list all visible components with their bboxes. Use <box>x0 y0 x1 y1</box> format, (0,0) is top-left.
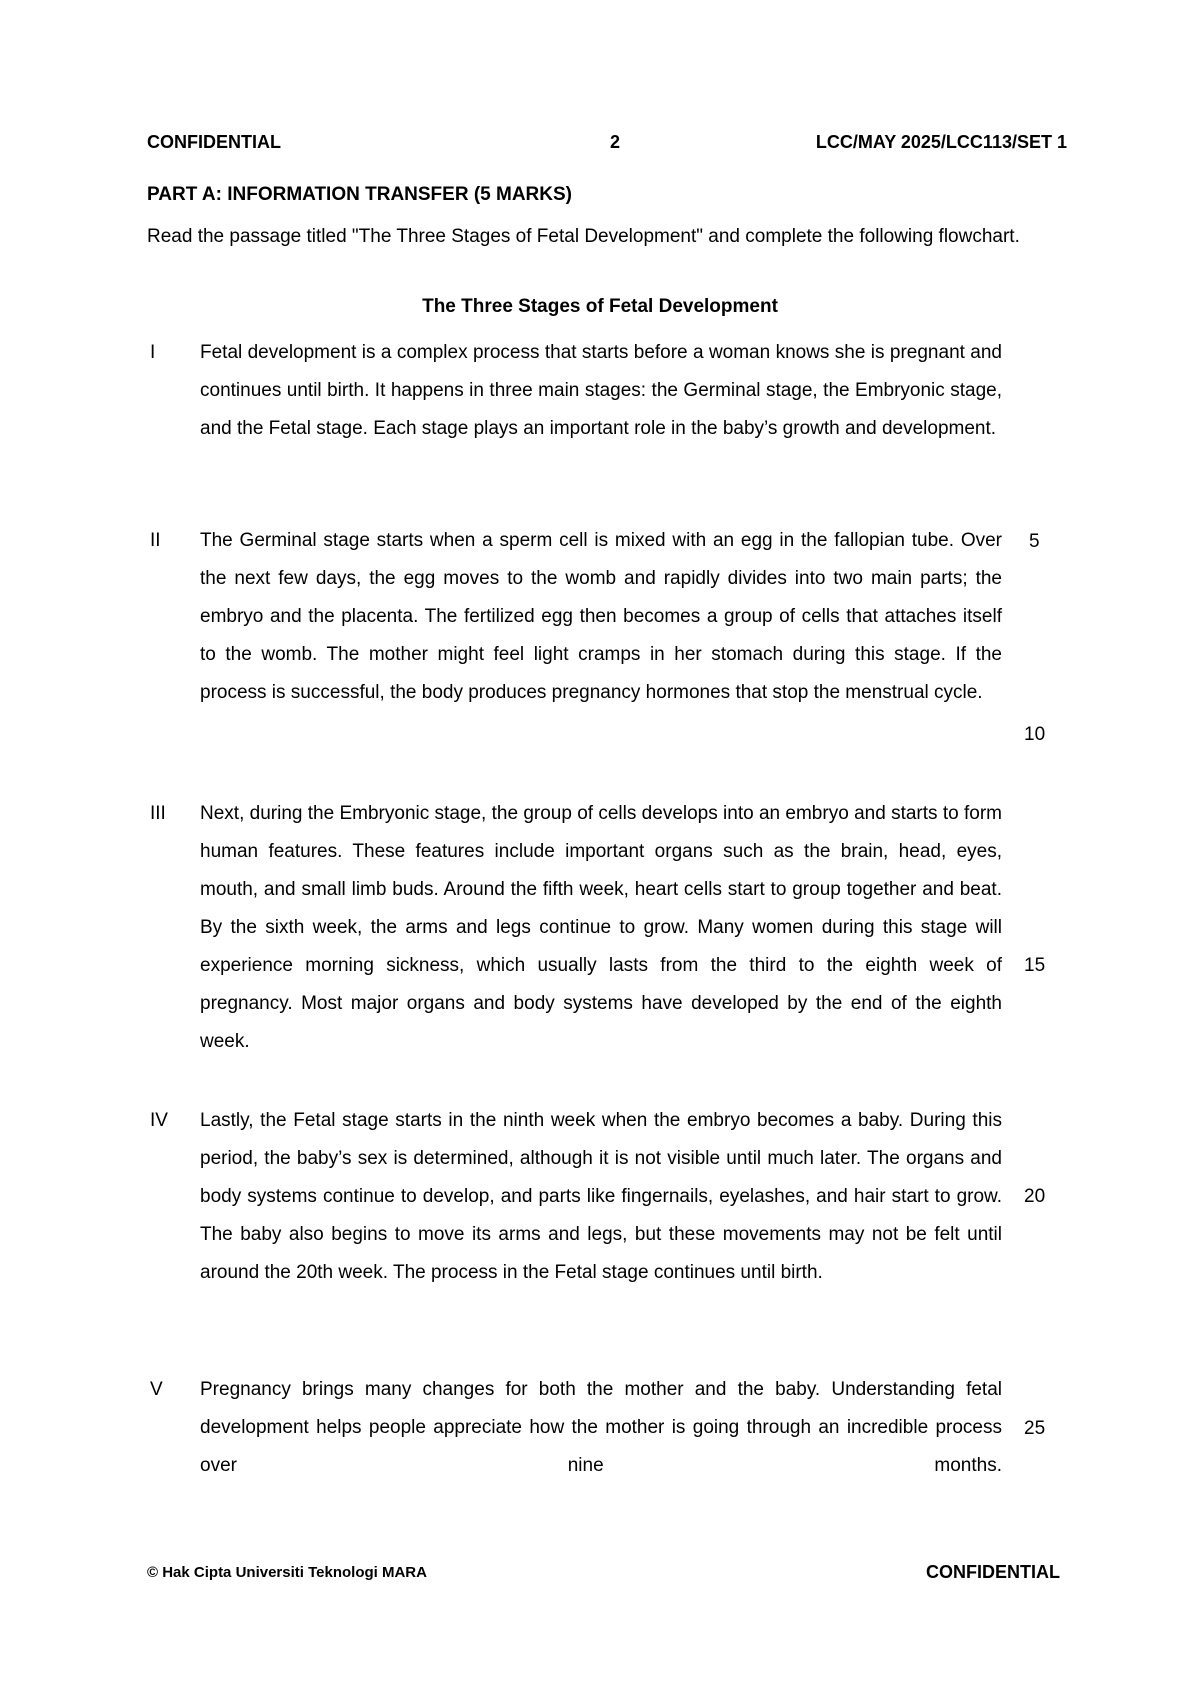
paragraph-text: The Germinal stage starts when a sperm cell is mixed with an egg in the fallopian tube. Over the next few days, the egg moves to the womb and rapidly divides into two main parts; the embryo and the placenta. The fertilized egg then becomes a group of cells that attaches itself to the womb. The mother might feel light cramps in her stomach during this stage. If the process is successful, the body produces pregnancy hormones that stop the menstrual cycle. <box>200 530 1002 703</box>
header-page-number: 2 <box>610 132 621 152</box>
paragraph-text: Lastly, the Fetal stage starts in the ninth week when the embryo becomes a baby. During this period, the baby’s sex is determined, although it is not visible until much later. The organs and body systems continue to develop, and parts like fingernails, eyelashes, and hair start to grow. The baby also begins to move its arms and legs, but these movements may not be felt until around the 20th week. The process in the Fetal stage continues until birth. <box>200 1110 1002 1283</box>
passage-title: The Three Stages of Fetal Development <box>422 296 778 317</box>
line-number: 25 <box>1024 1418 1046 1439</box>
paragraph-number: V <box>150 1379 163 1400</box>
header-exam-code: LCC/MAY 2025/LCC113/SET 1 <box>815 132 1067 152</box>
line-number: 20 <box>1024 1186 1046 1207</box>
line-number: 10 <box>1024 724 1046 745</box>
footer-copyright: © Hak Cipta Universiti Teknologi MARA <box>147 1564 427 1581</box>
paragraph-text: Fetal development is a complex process that starts before a woman knows she is pregnant and continues until birth. It happens in three main stages: the Germinal stage, the Embryonic stage, and the Fetal stage. Each stage plays an important role in the baby’s growth and development. <box>200 342 1002 439</box>
part-title: PART A: INFORMATION TRANSFER (5 MARKS) <box>147 184 573 205</box>
paragraph-number: III <box>150 803 166 824</box>
paragraph-text: Pregnancy brings many changes for both the mother and the baby. Understanding fetal development helps people appreciate how the mother is going through an incredible process over nine months. <box>200 1379 1002 1476</box>
paragraph-number: I <box>150 342 156 363</box>
footer-confidential: CONFIDENTIAL <box>926 1562 1060 1582</box>
page-header <box>147 132 1067 158</box>
instructions: Read the passage titled "The Three Stages of Fetal Development" and complete the following flowchart. <box>147 226 1020 247</box>
paragraph-text: Next, during the Embryonic stage, the group of cells develops into an embryo and starts to form human features. These features include important organs such as the brain, head, eyes, mouth, and small limb buds. Around the fifth week, heart cells start to group together and beat. By the sixth week, the arms and legs continue to grow. Many women during this stage will experience morning sickness, which usually lasts from the third to the eighth week of pregnancy. Most major organs and body systems have developed by the end of the eighth week. <box>200 803 1002 1052</box>
line-number: 5 <box>1029 531 1040 552</box>
paragraph-number: IV <box>150 1110 168 1131</box>
paragraph-number: II <box>150 530 161 551</box>
line-number: 15 <box>1024 955 1046 976</box>
header-confidential: CONFIDENTIAL <box>147 132 281 152</box>
